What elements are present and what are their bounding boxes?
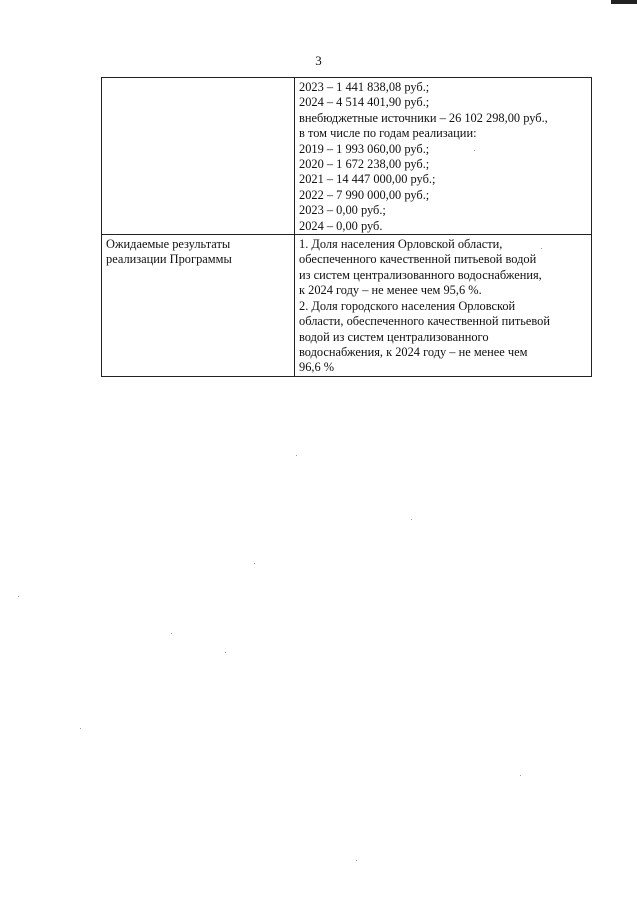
result-line: обеспеченного качественной питьевой водой [299,252,537,267]
financing-line: внебюджетные источники – 26 102 298,00 руб., [299,110,548,125]
result-line: водой из систем централизованного [299,329,489,344]
scan-speck [18,596,19,597]
financing-line: 2024 – 0,00 руб. [299,218,383,233]
result-line: 1. Доля населения Орловской области, [299,237,503,252]
scan-speck [254,563,255,564]
program-passport-table [101,77,592,377]
result-line: водоснабжения, к 2024 году – не менее чем [299,344,528,359]
financing-line: 2023 – 1 441 838,08 руб.; [299,80,430,94]
label-line: Ожидаемые результаты [106,237,231,252]
financing-line: 2023 – 0,00 руб.; [299,203,386,218]
table-row-expected-results [102,235,592,377]
result-line: к 2024 году – не менее чем 95,6 %. [299,283,482,298]
financing-line: в том числе по годам реализации: [299,126,477,141]
result-line: 96,6 % [299,360,335,375]
label-line: реализации Программы [106,252,232,267]
result-line: из систем централизованного водоснабжения, [299,267,542,282]
result-line: 2. Доля городского населения Орловской [299,298,516,313]
financing-line: 2022 – 7 990 000,00 руб.; [299,187,430,202]
scan-speck [520,775,521,776]
financing-line: 2021 – 14 447 000,00 руб.; [299,172,436,187]
result-line: области, обеспеченного качественной питьевой [299,314,551,329]
financing-line: 2020 – 1 672 238,00 руб.; [299,157,430,172]
scan-speck [474,150,475,151]
scan-speck [541,248,542,249]
table-row-financing [102,78,592,235]
row-value-financing [295,78,592,235]
financing-line: 2019 – 1 993 060,00 руб.; [299,141,430,156]
row-label-financing [102,78,295,235]
scan-speck [171,633,172,634]
row-value-expected-results [295,235,592,377]
scan-speck [225,652,226,653]
scan-corner-mark [611,0,637,4]
scan-speck [356,860,357,861]
scan-speck [411,519,412,520]
scan-speck [80,728,81,729]
scan-speck [296,455,297,456]
row-label-expected-results [102,235,295,377]
page-number: 3 [315,53,322,68]
financing-line: 2024 – 4 514 401,90 руб.; [299,95,430,110]
